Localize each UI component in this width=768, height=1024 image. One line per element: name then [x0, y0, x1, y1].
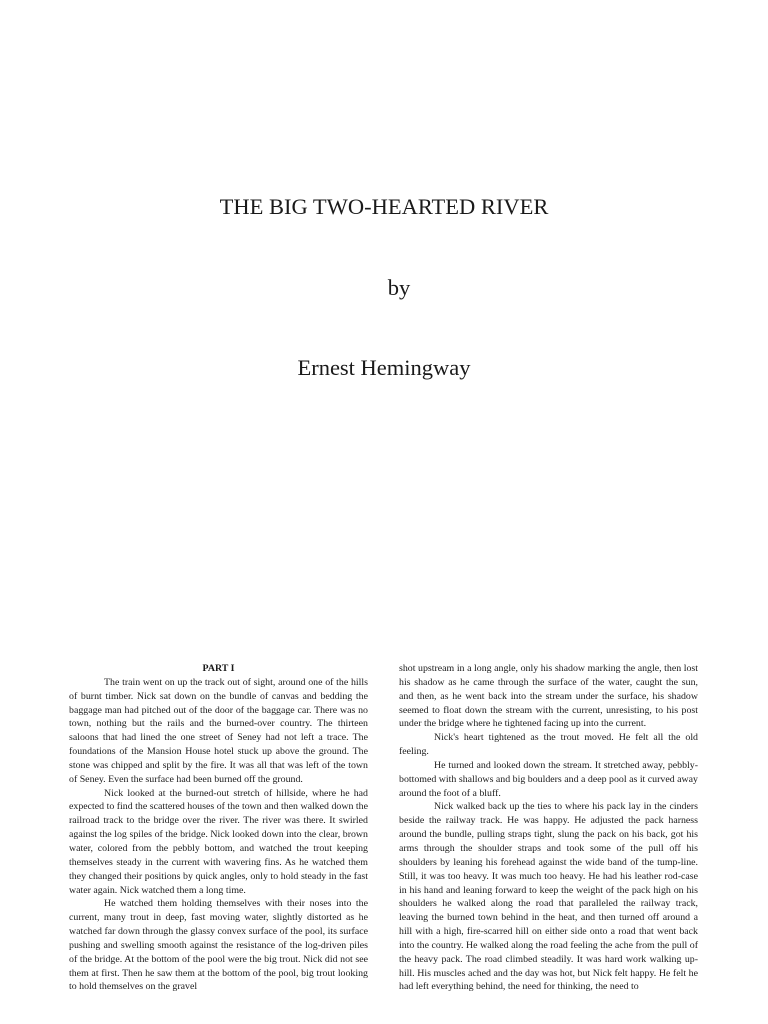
right-text-column [399, 662, 698, 994]
paragraph: The train went on up the track out of sight, around one of the hills of burnt timber. Nick sat down on the bundle of canvas and bedding the baggage man had pitched out of the door of the baggage car. There was no town, nothing but the rails and the burned-over country. The thirteen saloons that had lined the one street of Seney had not left a trace. The foundations of the Mansion House hotel stuck up above the ground. The stone was chipped and split by the fire. It was all that was left of the town of Seney. Even the surface had been burned off the ground. [69, 676, 368, 785]
author-name: Ernest Hemingway [297, 355, 471, 380]
paragraph: He watched them holding themselves with their noses into the current, many trout in deep, fast moving water, slightly distorted as he watched far down through the glassy convex surface of the pool, its surface pushing and swelling smooth against the resistance of the log-driven piles of the bridge. At the bottom of the pool were the big trout. Nick did not see them at first. Then he saw them at the bottom of the pool, big trout looking to hold themselves on the gravel [69, 898, 368, 993]
paragraph: shot upstream in a long angle, only his shadow marking the angle, then lost his shadow as he came through the surface of the water, caught the sun, and then, as he went back into the stream under the surface, his shadow seemed to float down the stream with the current, unresisting, to his post under the bridge where he tightened facing up into the current. [399, 663, 698, 730]
paragraph: Nick walked back up the ties to where his pack lay in the cinders beside the railway track. He was happy. He adjusted the pack harness around the bundle, pulling straps tight, slung the pack on his back, got his arms through the shoulder straps and took some of the pull off his shoulders by leaning his forehead against the wide band of the tump-line. Still, it was too heavy. It was much too heavy. He had his leather rod-case in his hand and leaning forward to keep the weight of the pack high on his shoulders he walked along the road that paralleled the railway track, leaving the burned town behind in the heat, and then turned off around a hill with a high, fire-scarred hill on either side onto a road that went back into the country. He walked along the road feeling the ache from the pull of the heavy pack. The road climbed steadily. It was hard work walking up-hill. His muscles ached and the day was hot, but Nick felt happy. He felt he had left everything behind, the need for thinking, the need to [399, 801, 698, 993]
document-title: THE BIG TWO-HEARTED RIVER [219, 194, 549, 219]
paragraph: Nick looked at the burned-out stretch of hillside, where he had expected to find the scattered houses of the town and then walked down the railroad track to the bridge over the river. The river was there. It swirled against the log spiles of the bridge. Nick looked down into the clear, brown water, colored from the pebbly bottom, and watched the trout keeping themselves steady in the current with wavering fins. As he watched them they changed their positions by quick angles, only to hold steady in the fast water again. Nick watched them a long time. [69, 787, 368, 896]
paragraph: He turned and looked down the stream. It stretched away, pebbly-bottomed with shallows and big boulders and a deep pool as it curved away around the foot of a bluff. [399, 759, 698, 799]
part-heading: PART I [202, 663, 235, 674]
paragraph: Nick's heart tightened as the trout moved. He felt all the old feeling. [399, 732, 698, 758]
byline: by [387, 275, 411, 300]
left-text-column [69, 662, 368, 994]
